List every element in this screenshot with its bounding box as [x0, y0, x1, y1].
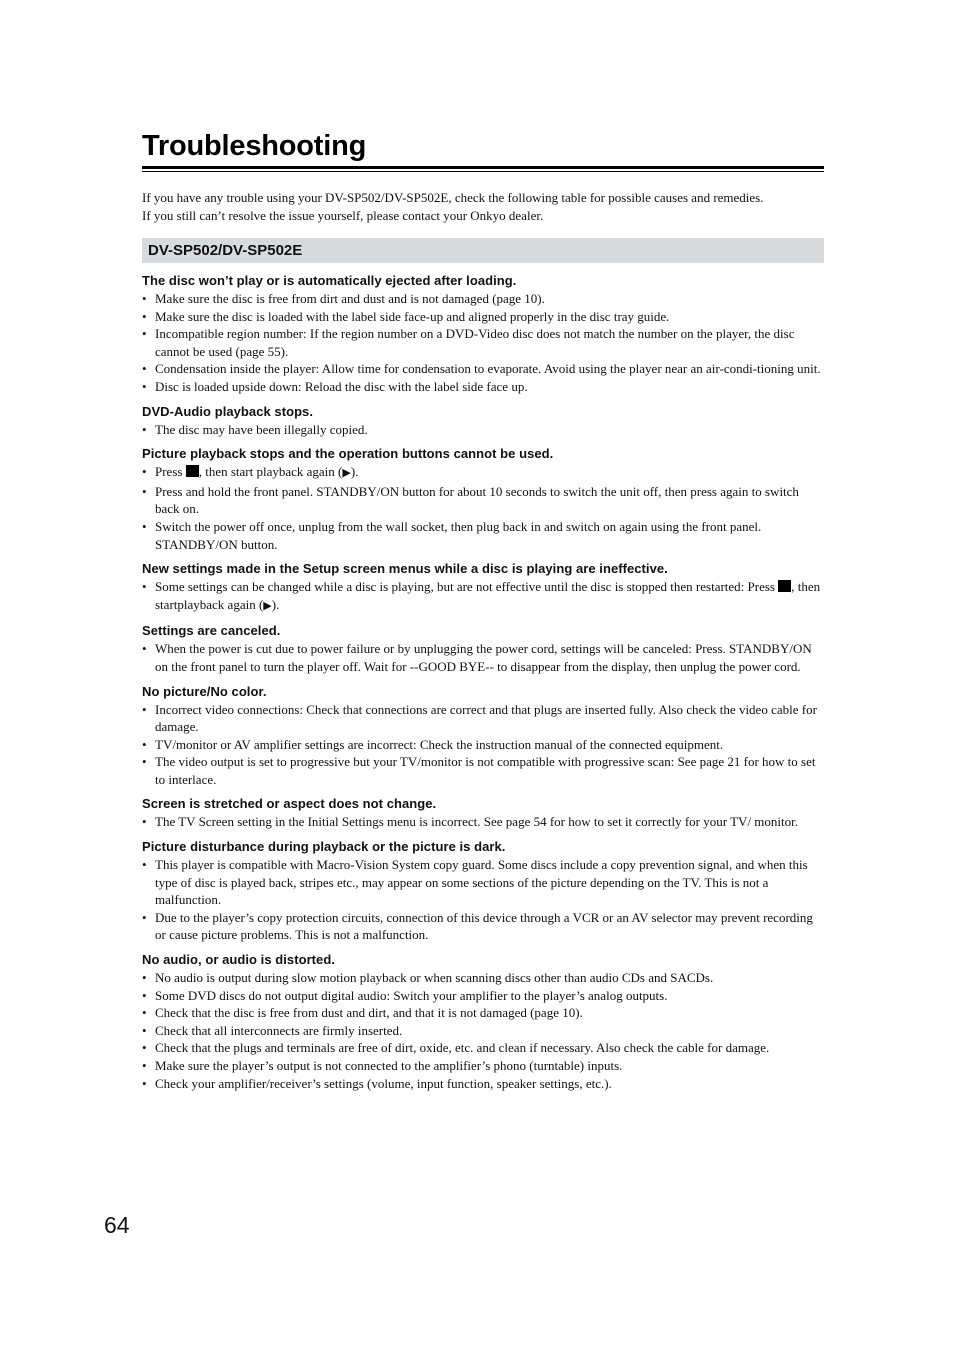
intro-line-2: If you still can’t resolve the issue yourself, please contact your Onkyo dealer. — [142, 208, 544, 223]
list-item: • Make sure the disc is free from dirt and dust and is not damaged (page 10). — [142, 290, 824, 308]
title-rule-thin — [142, 171, 824, 172]
list-item: • Make sure the disc is loaded with the label side face-up and aligned properly in the disc tray guide. — [142, 308, 824, 326]
list-item: • This player is compatible with Macro-Vision System copy guard. Some discs include a copy prevention signal, and when this type of disc is played back, stripes etc., may appear on some sections of the picture depending on the TV. This is not a malfunction. — [142, 856, 824, 909]
list-item: • Check that all interconnects are firmly inserted. — [142, 1022, 824, 1040]
intro-paragraph — [142, 189, 824, 225]
list-item: • Switch the power off once, unplug from the wall socket, then plug back in and switch on again using the front panel. STANDBY/ON button. — [142, 518, 824, 553]
issue-title: Screen is stretched or aspect does not change. — [142, 796, 437, 812]
issue-title: Picture disturbance during playback or the picture is dark. — [142, 839, 506, 855]
list-item: • Check that the disc is free from dust and dirt, and that it is not damaged (page 10). — [142, 1004, 824, 1022]
remedy-list — [142, 701, 824, 789]
list-item: • Check your amplifier/receiver’s settings (volume, input function, speaker settings, etc.). — [142, 1075, 824, 1093]
stop-square-icon — [186, 465, 199, 477]
remedy-list — [142, 578, 824, 615]
remedy-list — [142, 969, 824, 1092]
list-item-press-stop — [142, 578, 824, 615]
list-item: • TV/monitor or AV amplifier settings are incorrect: Check the instruction manual of the connected equipment. — [142, 736, 824, 754]
issue-title: DVD-Audio playback stops. — [142, 403, 313, 419]
issue-settings-ineffective — [142, 560, 824, 615]
list-item: • Some DVD discs do not output digital audio: Switch your amplifier to the player’s analog outputs. — [142, 987, 824, 1005]
press-text-middle: , then start playback again ( — [198, 464, 343, 480]
list-item: • The video output is set to progressive but your TV/monitor is not compatible with progressive scan: See page 21 for how to set to interlace. — [142, 753, 824, 788]
stop-square-icon — [778, 580, 791, 592]
press-text-before: Some settings can be changed while a disc is playing, but are not effective until the disc is stopped then restarted: Press — [155, 579, 779, 595]
list-item: • The disc may have been illegally copied. — [142, 421, 824, 439]
list-item: • Make sure the player’s output is not connected to the amplifier’s phono (turntable) inputs. — [142, 1057, 824, 1075]
page-title: Troubleshooting — [142, 130, 367, 162]
play-triangle-icon: ▶ — [342, 467, 351, 480]
remedy-list — [142, 856, 824, 944]
list-item: • Press and hold the front panel. STANDBY/ON button for about 10 seconds to switch the unit off, then press again to switch back on. — [142, 483, 824, 518]
list-item: • Due to the player’s copy protection circuits, connection of this device through a VCR or an AV selector may prevent recording or cause picture problems. This is not a malfunction. — [142, 909, 824, 944]
remedy-list — [142, 290, 824, 396]
issue-title: Picture playback stops and the operation buttons cannot be used. — [142, 446, 554, 462]
remedy-list — [142, 813, 824, 831]
title-rule-thick — [142, 166, 824, 169]
list-item: • Incorrect video connections: Check that connections are correct and that plugs are inserted fully. Also check the video cable for damage. — [142, 701, 824, 736]
issue-title: No audio, or audio is distorted. — [142, 952, 335, 968]
issue-picture-disturbance — [142, 838, 824, 944]
issue-no-audio — [142, 951, 824, 1092]
issue-screen-stretched — [142, 795, 824, 831]
press-text-after: ). — [350, 464, 359, 480]
page-content — [142, 128, 824, 1092]
list-item: • The TV Screen setting in the Initial Settings menu is incorrect. See page 54 for how to set it correctly for your TV/ monitor. — [142, 813, 824, 831]
issue-title: No picture/No color. — [142, 683, 267, 699]
page-number: 64 — [104, 1212, 130, 1238]
list-item: • Condensation inside the player: Allow time for condensation to evaporate. Avoid using the player near an air-condi-tioning unit. — [142, 360, 824, 378]
list-item-press-stop — [142, 463, 824, 483]
list-item: • No audio is output during slow motion playback or when scanning discs other than audio CDs and SACDs. — [142, 969, 824, 987]
press-text-middle: , then startplayback again ( — [155, 579, 821, 612]
intro-line-1: If you have any trouble using your DV-SP502/DV-SP502E, check the following table for possible causes and remedies. — [142, 190, 764, 205]
press-text-after: ). — [271, 596, 280, 612]
remedy-list — [142, 463, 824, 553]
issue-title: Settings are canceled. — [142, 623, 281, 639]
issue-no-picture — [142, 683, 824, 789]
list-item: • Check that the plugs and terminals are free of dirt, oxide, etc. and clean if necessary. Also check the cable for damage. — [142, 1039, 824, 1057]
press-text-before: Press — [155, 464, 186, 480]
list-item: • Incompatible region number: If the region number on a DVD-Video disc does not match the number on the player, the disc cannot be used (page 55). — [142, 325, 824, 360]
remedy-list — [142, 640, 824, 675]
remedy-list — [142, 421, 824, 439]
issue-title: New settings made in the Setup screen menus while a disc is playing are ineffective. — [142, 561, 668, 577]
issue-settings-canceled — [142, 622, 824, 675]
list-item: • When the power is cut due to power failure or by unplugging the power cord, settings will be canceled: Press. STANDBY/ON on the front panel to turn the player off. Wait for --GOOD BYE-- to disappear from the display, then unplug the power cord. — [142, 640, 824, 675]
play-triangle-icon: ▶ — [263, 599, 272, 612]
list-item: • Disc is loaded upside down: Reload the disc with the label side face up. — [142, 378, 824, 396]
issue-dvd-audio-stops — [142, 403, 824, 439]
issue-playback-stops — [142, 445, 824, 553]
section-heading: DV-SP502/DV-SP502E — [142, 238, 824, 263]
issue-title: The disc won’t play or is automatically ejected after loading. — [142, 273, 517, 288]
issue-disc-wont-play — [142, 272, 824, 396]
